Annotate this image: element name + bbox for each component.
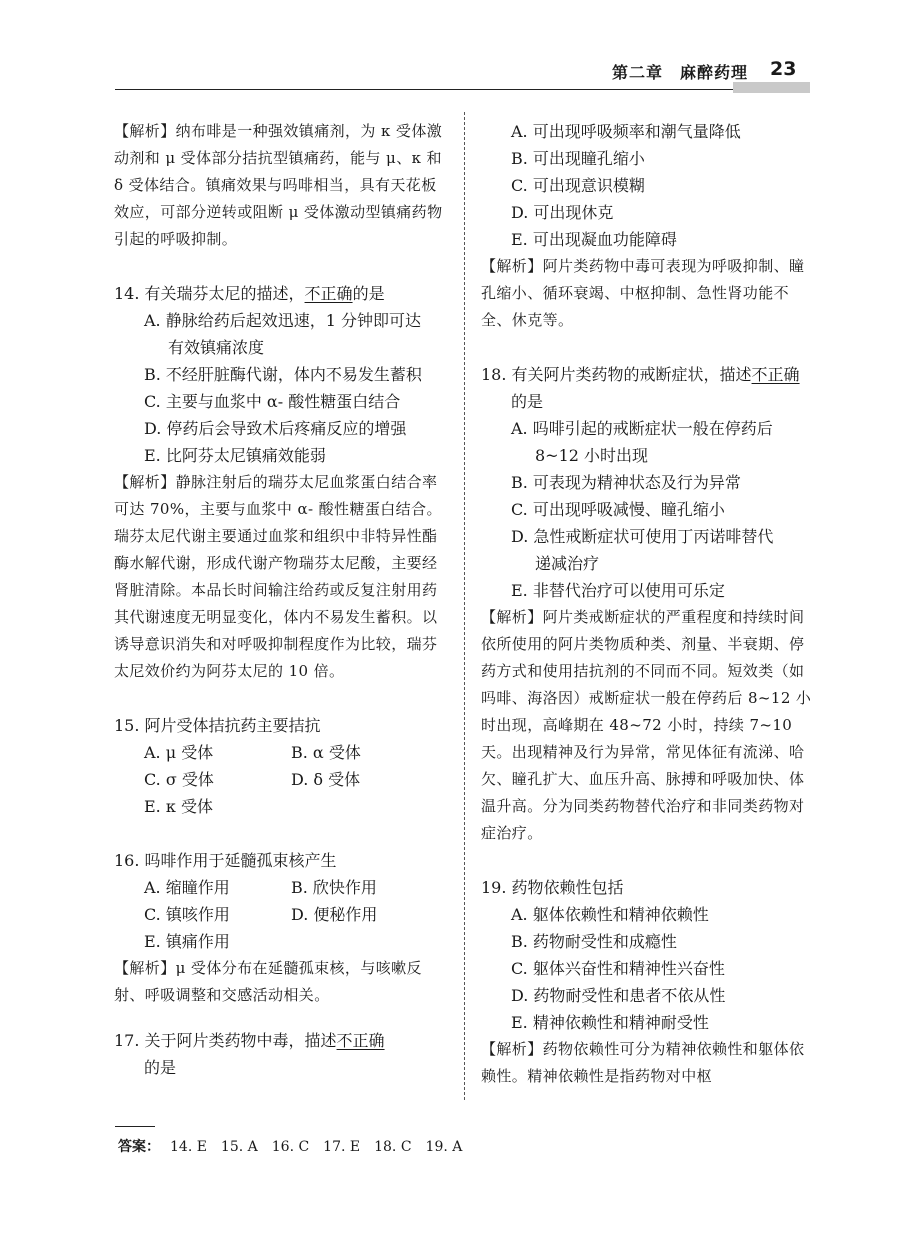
question-19-option-c: C. 躯体兴奋性和精神性兴奋性 (511, 959, 725, 978)
explanation-17: 【解析】阿片类药物中毒可表现为呼吸抑制、瞳孔缩小、循环衰竭、中枢抑制、急性肾功能不全、休克等。 (481, 257, 805, 329)
question-15-stem: 15. 阿片受体拮抗药主要拮抗 (114, 716, 321, 735)
header-rule (115, 89, 733, 90)
question-18-option-c: C. 可出现呼吸减慢、瞳孔缩小 (511, 500, 725, 519)
question-18-option-d: D. 急性戒断症状可使用丁丙诺啡替代 递减治疗 (511, 527, 774, 573)
underlined-negation: 不正确 (751, 365, 800, 384)
chapter-title: 第二章 麻醉药理 (612, 63, 749, 82)
explanation-18: 【解析】阿片类戒断症状的严重程度和持续时间依所使用的阿片类物质种类、剂量、半衰期、停药方式和使用拮抗剂的不同而不同。短效类（如吗啡、海洛因）戒断症状一般在停药后 8~12 小时出现，高峰期在 48~72 小时，持续 7~10 天。出现精神及行为异常，常见体征有流涕、哈欠、瞳孔扩大、血压升高、脉搏和呼吸加快、体温升高。分为同类药物替代治疗和非同类药物对症治疗。 (481, 608, 812, 842)
question-16-option-a: A. 缩瞳作用 (144, 878, 230, 897)
question-19-stem: 19. 药物依赖性包括 (481, 878, 624, 897)
question-14-option-a: A. 静脉给药后起效迅速，1 分钟即可达 有效镇痛浓度 (144, 311, 421, 357)
page-header (0, 0, 900, 100)
column-divider (464, 112, 465, 1100)
header-tab-decoration (733, 82, 810, 93)
question-14-option-e: E. 比阿芬太尼镇痛效能弱 (144, 446, 326, 465)
question-15-option-c: C. σ 受体 (144, 770, 214, 789)
left-column (114, 118, 450, 1081)
question-17-option-b: B. 可出现瞳孔缩小 (511, 149, 645, 168)
question-15-row-cd (144, 766, 450, 793)
question-15-option-d: D. δ 受体 (291, 770, 361, 789)
question-18-stem: 18. 有关阿片类药物的戒断症状，描述不正确 的是 (481, 365, 800, 411)
question-15-row-ab (144, 739, 450, 766)
question-16-option-d: D. 便秘作用 (291, 905, 378, 924)
question-16-option-e: E. 镇痛作用 (144, 932, 230, 951)
question-14-option-c: C. 主要与血浆中 α- 酸性糖蛋白结合 (144, 392, 401, 411)
question-18-option-b: B. 可表现为精神状态及行为异常 (511, 473, 741, 492)
question-18-option-a: A. 吗啡引起的戒断症状一般在停药后 8~12 小时出现 (511, 419, 773, 465)
explanation-14: 【解析】静脉注射后的瑞芬太尼血浆蛋白结合率可达 70%，主要与血浆中 α- 酸性糖蛋白结合。瑞芬太尼代谢主要通过血浆和组织中非特异性酯酶水解代谢，形成代谢产物瑞芬太尼酸，主要经肾脏清除。本品长时间输注给药或反复注射用药其代谢速度无明显变化，体内不易发生蓄积。以诱导意识消失和对呼吸抑制程度作为比较，瑞芬太尼效价约为阿芬太尼的 10 倍。 (114, 473, 442, 680)
question-17-option-a: A. 可出现呼吸频率和潮气量降低 (511, 122, 741, 141)
question-16-option-c: C. 镇咳作用 (144, 905, 230, 924)
explanation-16: 【解析】μ 受体分布在延髓孤束核，与咳嗽反射、呼吸调整和交感活动相关。 (114, 959, 422, 1004)
explanation-19: 【解析】药物依赖性可分为精神依赖性和躯体依赖性。精神依赖性是指药物对中枢 (481, 1040, 805, 1085)
question-16-row-ab (144, 874, 450, 901)
question-19-option-d: D. 药物耐受性和患者不依从性 (511, 986, 726, 1005)
question-15-option-a: A. μ 受体 (144, 743, 214, 762)
question-16-row-cd (144, 901, 450, 928)
question-17-stem: 17. 关于阿片类药物中毒，描述不正确 的是 (114, 1031, 385, 1077)
page-number: 23 (770, 58, 797, 80)
question-16-stem: 16. 吗啡作用于延髓孤束核产生 (114, 851, 337, 870)
question-14-option-d: D. 停药后会导致术后疼痛反应的增强 (144, 419, 407, 438)
question-19-option-e: E. 精神依赖性和精神耐受性 (511, 1013, 709, 1032)
question-14-option-b: B. 不经肝脏酶代谢，体内不易发生蓄积 (144, 365, 422, 384)
question-17-option-c: C. 可出现意识模糊 (511, 176, 645, 195)
question-19-option-a: A. 躯体依赖性和精神依赖性 (511, 905, 709, 924)
question-19-option-b: B. 药物耐受性和成瘾性 (511, 932, 677, 951)
question-14-stem: 14. 有关瑞芬太尼的描述，不正确的是 (114, 284, 385, 303)
question-16-option-b: B. 欣快作用 (291, 878, 377, 897)
underlined-negation: 不正确 (304, 284, 353, 303)
question-17-option-d: D. 可出现休克 (511, 203, 614, 222)
question-15-option-b: B. α 受体 (291, 743, 361, 762)
question-15-option-e: E. κ 受体 (144, 797, 213, 816)
answer-key-values: 14. E 15. A 16. C 17. E 18. C 19. A (170, 1139, 463, 1155)
question-18-option-e: E. 非替代治疗可以使用可乐定 (511, 581, 725, 600)
question-17-option-e: E. 可出现凝血功能障碍 (511, 230, 677, 249)
answer-key-label: 答案： (118, 1139, 160, 1155)
underlined-negation: 不正确 (336, 1031, 385, 1050)
right-column (481, 118, 813, 1090)
answer-key (118, 1136, 462, 1156)
footer-rule (115, 1126, 155, 1127)
explanation-13: 【解析】纳布啡是一种强效镇痛剂，为 κ 受体激动剂和 μ 受体部分拮抗型镇痛药，能与 μ、κ 和 δ 受体结合。镇痛效果与吗啡相当，具有天花板效应，可部分逆转或阻断 μ 受体激动型镇痛药物引起的呼吸抑制。 (114, 122, 443, 248)
